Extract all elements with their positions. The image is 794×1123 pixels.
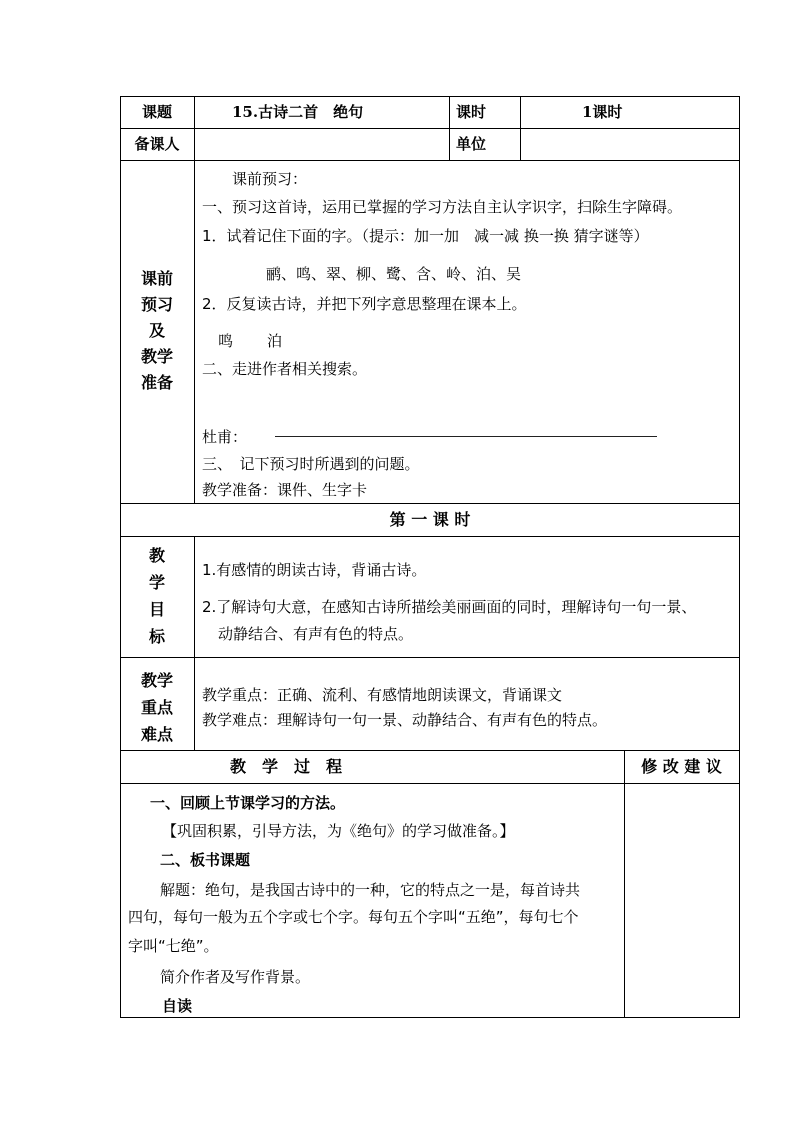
goals-label: [120, 542, 194, 650]
table-rule: [120, 503, 740, 504]
topic-label: 课题: [141, 103, 172, 121]
prep-label-line: 预习: [140, 295, 173, 314]
word-ming: 鸣: [218, 332, 234, 350]
prep-label-line: 及: [148, 321, 165, 340]
table-rule: [449, 96, 450, 161]
process-heading: 教 学 过 程: [230, 757, 343, 776]
table-rule: [194, 536, 195, 751]
new-characters: 鹂、鸣、翠、柳、鹭、含、岭、泊、吴: [266, 265, 522, 283]
explain-line-1: 解题：绝句，是我国古诗中的一种，它的特点之一是，每首诗共: [160, 881, 581, 899]
author-answer-line: [275, 436, 657, 438]
key-points-label-line: 重点: [140, 698, 173, 717]
prep-item-3: 三、 记下预习时所遇到的问题。: [202, 455, 420, 473]
hours-value: 1课时: [582, 103, 623, 121]
table-rule: [120, 128, 740, 129]
teaching-difficulty: 教学难点：理解诗句一句一景、动静结合、有声有色的特点。: [202, 711, 608, 729]
key-points-label-line: 教学: [140, 671, 173, 690]
table-rule: [520, 96, 521, 161]
table-rule: [624, 750, 625, 1018]
explain-line-2: 四句，每句一般为五个字或七个字。每句五个字叫“五绝”，每句七个: [128, 908, 579, 926]
topic-value: 15.古诗二首 绝句: [232, 103, 364, 121]
unit-label: 单位: [456, 135, 487, 153]
table-rule: [120, 96, 740, 97]
table-rule: [120, 536, 740, 537]
preparer-label: 备课人: [134, 135, 180, 153]
table-rule: [120, 1017, 740, 1018]
prep-item-1-1: 1．试着记住下面的字。（提示：加一加 减一减 换一换 猜字谜等）: [202, 227, 649, 245]
table-rule: [120, 783, 740, 784]
hours-label: 课时: [456, 103, 487, 121]
key-points-label: [120, 667, 194, 748]
goal-1: 1.有感情的朗读古诗，背诵古诗。: [202, 561, 427, 579]
process-step-1-note: 【巩固积累，引导方法，为《绝句》的学习做准备。】: [162, 822, 515, 840]
prep-item-1: 一、预习这首诗，运用已掌握的学习方法自主认字识字，扫除生字障碍。: [202, 198, 683, 216]
lesson-heading: 第 一 课 时: [389, 510, 471, 529]
prep-label-line: 课前: [140, 269, 173, 288]
prep-title: 课前预习：: [232, 170, 308, 188]
table-rule: [194, 96, 195, 504]
goal-2-line-2: 动静结合、有声有色的特点。: [218, 625, 414, 643]
teaching-focus: 教学重点：正确、流利、有感情地朗读课文，背诵课文: [202, 686, 563, 704]
self-read: 自读: [162, 997, 193, 1015]
teaching-materials: 教学准备：课件、生字卡: [202, 481, 368, 499]
author-label: 杜甫：: [202, 428, 248, 446]
prep-item-2: 二、走进作者相关搜索。: [202, 360, 368, 378]
explain-line-3: 字叫“七绝”。: [128, 937, 219, 955]
prep-label: [120, 266, 194, 396]
table-rule: [120, 750, 740, 751]
process-step-2: 二、板书课题: [160, 851, 251, 869]
goals-label-line: 标: [148, 627, 165, 646]
goals-label-line: 教: [148, 546, 165, 565]
goal-2-line-1: 2.了解诗句大意，在感知古诗所描绘美丽画面的同时，理解诗句一句一景、: [202, 598, 697, 616]
table-rule: [120, 160, 740, 161]
author-intro: 简介作者及写作背景。: [160, 968, 311, 986]
prep-item-1-2: 2．反复读古诗，并把下列字意思整理在课本上。: [202, 295, 527, 313]
prep-label-line: 准备: [140, 373, 173, 392]
key-points-label-line: 难点: [140, 725, 173, 744]
suggestion-heading: 修 改 建 议: [641, 757, 722, 776]
process-step-1: 一、回顾上节课学习的方法。: [150, 794, 346, 812]
table-rule: [120, 657, 740, 658]
goals-label-line: 目: [148, 600, 165, 619]
prep-label-line: 教学: [140, 347, 173, 366]
word-bo: 泊: [267, 332, 283, 350]
goals-label-line: 学: [148, 573, 165, 592]
table-border-right: [739, 96, 740, 1018]
